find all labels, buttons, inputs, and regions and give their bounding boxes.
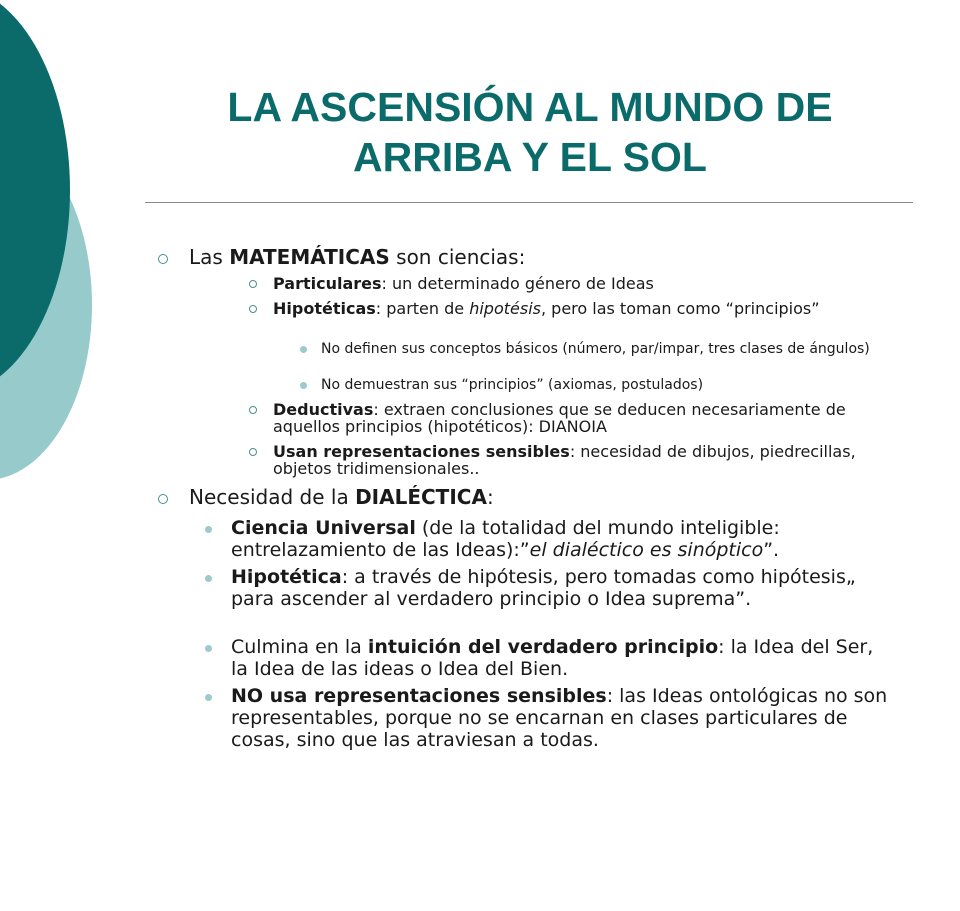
bullet-bold-text: Particulares [273, 274, 382, 293]
bullet-text: : un determinado género de Ideas [381, 274, 654, 293]
bullet-text: : las Ideas ontológicas no son representables, porque no se encarnan en clases particulares de cosas, sino que las atraviesan a todas. [231, 685, 888, 751]
sub-bullet-representaciones [273, 443, 903, 477]
bullet-text: Las [189, 245, 230, 269]
sub-bullet-hipotetica [231, 566, 891, 610]
sub-bullet-hipoteticas [273, 300, 843, 317]
bullet-text: Culmina en la [231, 636, 368, 658]
bullet-bold-text: intuición del verdadero principio [367, 636, 719, 658]
sub-bullet-ciencia-universal [231, 517, 906, 561]
bullet-bold-text: Usan representaciones sensibles [273, 442, 570, 461]
bullet-italic-text: hipotésis [469, 299, 541, 318]
sub-bullet-deductivas [273, 401, 903, 435]
bullet-text: son ciencias: [389, 245, 526, 269]
bullet-bold-text: NO usa representaciones sensibles [231, 685, 607, 707]
dot-bullet-icon [300, 346, 307, 353]
bullet-text: : extraen conclusiones que se deducen necesariamente de aquellos principios (hipotéticos): DIANOIA [273, 400, 846, 436]
sub-bullet-no-usa [231, 685, 911, 751]
bullet-text: : la Idea del Ser, la Idea de las ideas o Idea del Bien. [231, 636, 874, 680]
bullet-bold-text: Hipotética [231, 566, 342, 588]
bullet-text: : necesidad de dibujos, piedrecillas, objetos tridimensionales.. [273, 442, 856, 478]
bullet-text: : [486, 485, 494, 509]
bullet-text: : a través de hipótesis, pero tomadas como hipótesis„ para ascender al verdadero principio o Idea suprema”. [231, 566, 856, 610]
bullet-matematicas [189, 246, 909, 268]
bullet-text: : parten de [375, 299, 470, 318]
bullet-bold-text: MATEMÁTICAS [229, 245, 390, 269]
sub-bullet-culmina [231, 636, 891, 680]
hollow-bullet-icon [249, 448, 257, 456]
hollow-bullet-icon [158, 254, 168, 264]
dot-bullet-icon [205, 694, 212, 701]
bullet-bold-text: Deductivas [273, 400, 374, 419]
hollow-bullet-icon [249, 280, 257, 288]
bullet-bold-text: Hipotéticas [273, 299, 376, 318]
hollow-bullet-icon [158, 494, 168, 504]
bullet-text: , pero las toman como “principios” [540, 299, 820, 318]
bullet-bold-text: Ciencia Universal [231, 517, 416, 539]
dot-bullet-icon [205, 575, 212, 582]
sub-bullet-particulares [273, 275, 903, 292]
bullet-text: Necesidad de la [189, 485, 356, 509]
hollow-bullet-icon [249, 305, 257, 313]
dot-bullet-icon [205, 526, 212, 533]
sub-sub-bullet-demuestran: No demuestran sus “principios” (axiomas, postulados) [321, 377, 704, 393]
bullet-bold-text: DIALÉCTICA [355, 485, 487, 509]
title-line-2: ARRIBA Y EL SOL [353, 134, 707, 180]
dot-bullet-icon [205, 645, 212, 652]
sub-sub-bullet-definen: No definen sus conceptos básicos (número, par/impar, tres clases de ángulos) [321, 341, 870, 357]
bullet-dialectica [189, 486, 909, 508]
bullet-text: ”. [763, 539, 780, 561]
dot-bullet-icon [300, 382, 307, 389]
hollow-bullet-icon [249, 406, 257, 414]
bullet-text: (de la totalidad del mundo inteligible: entrelazamiento de las Ideas):” [231, 517, 780, 561]
title-line-1: LA ASCENSIÓN AL MUNDO DE [227, 84, 833, 130]
bullet-italic-text: el dialéctico es sinóptico [529, 539, 764, 561]
